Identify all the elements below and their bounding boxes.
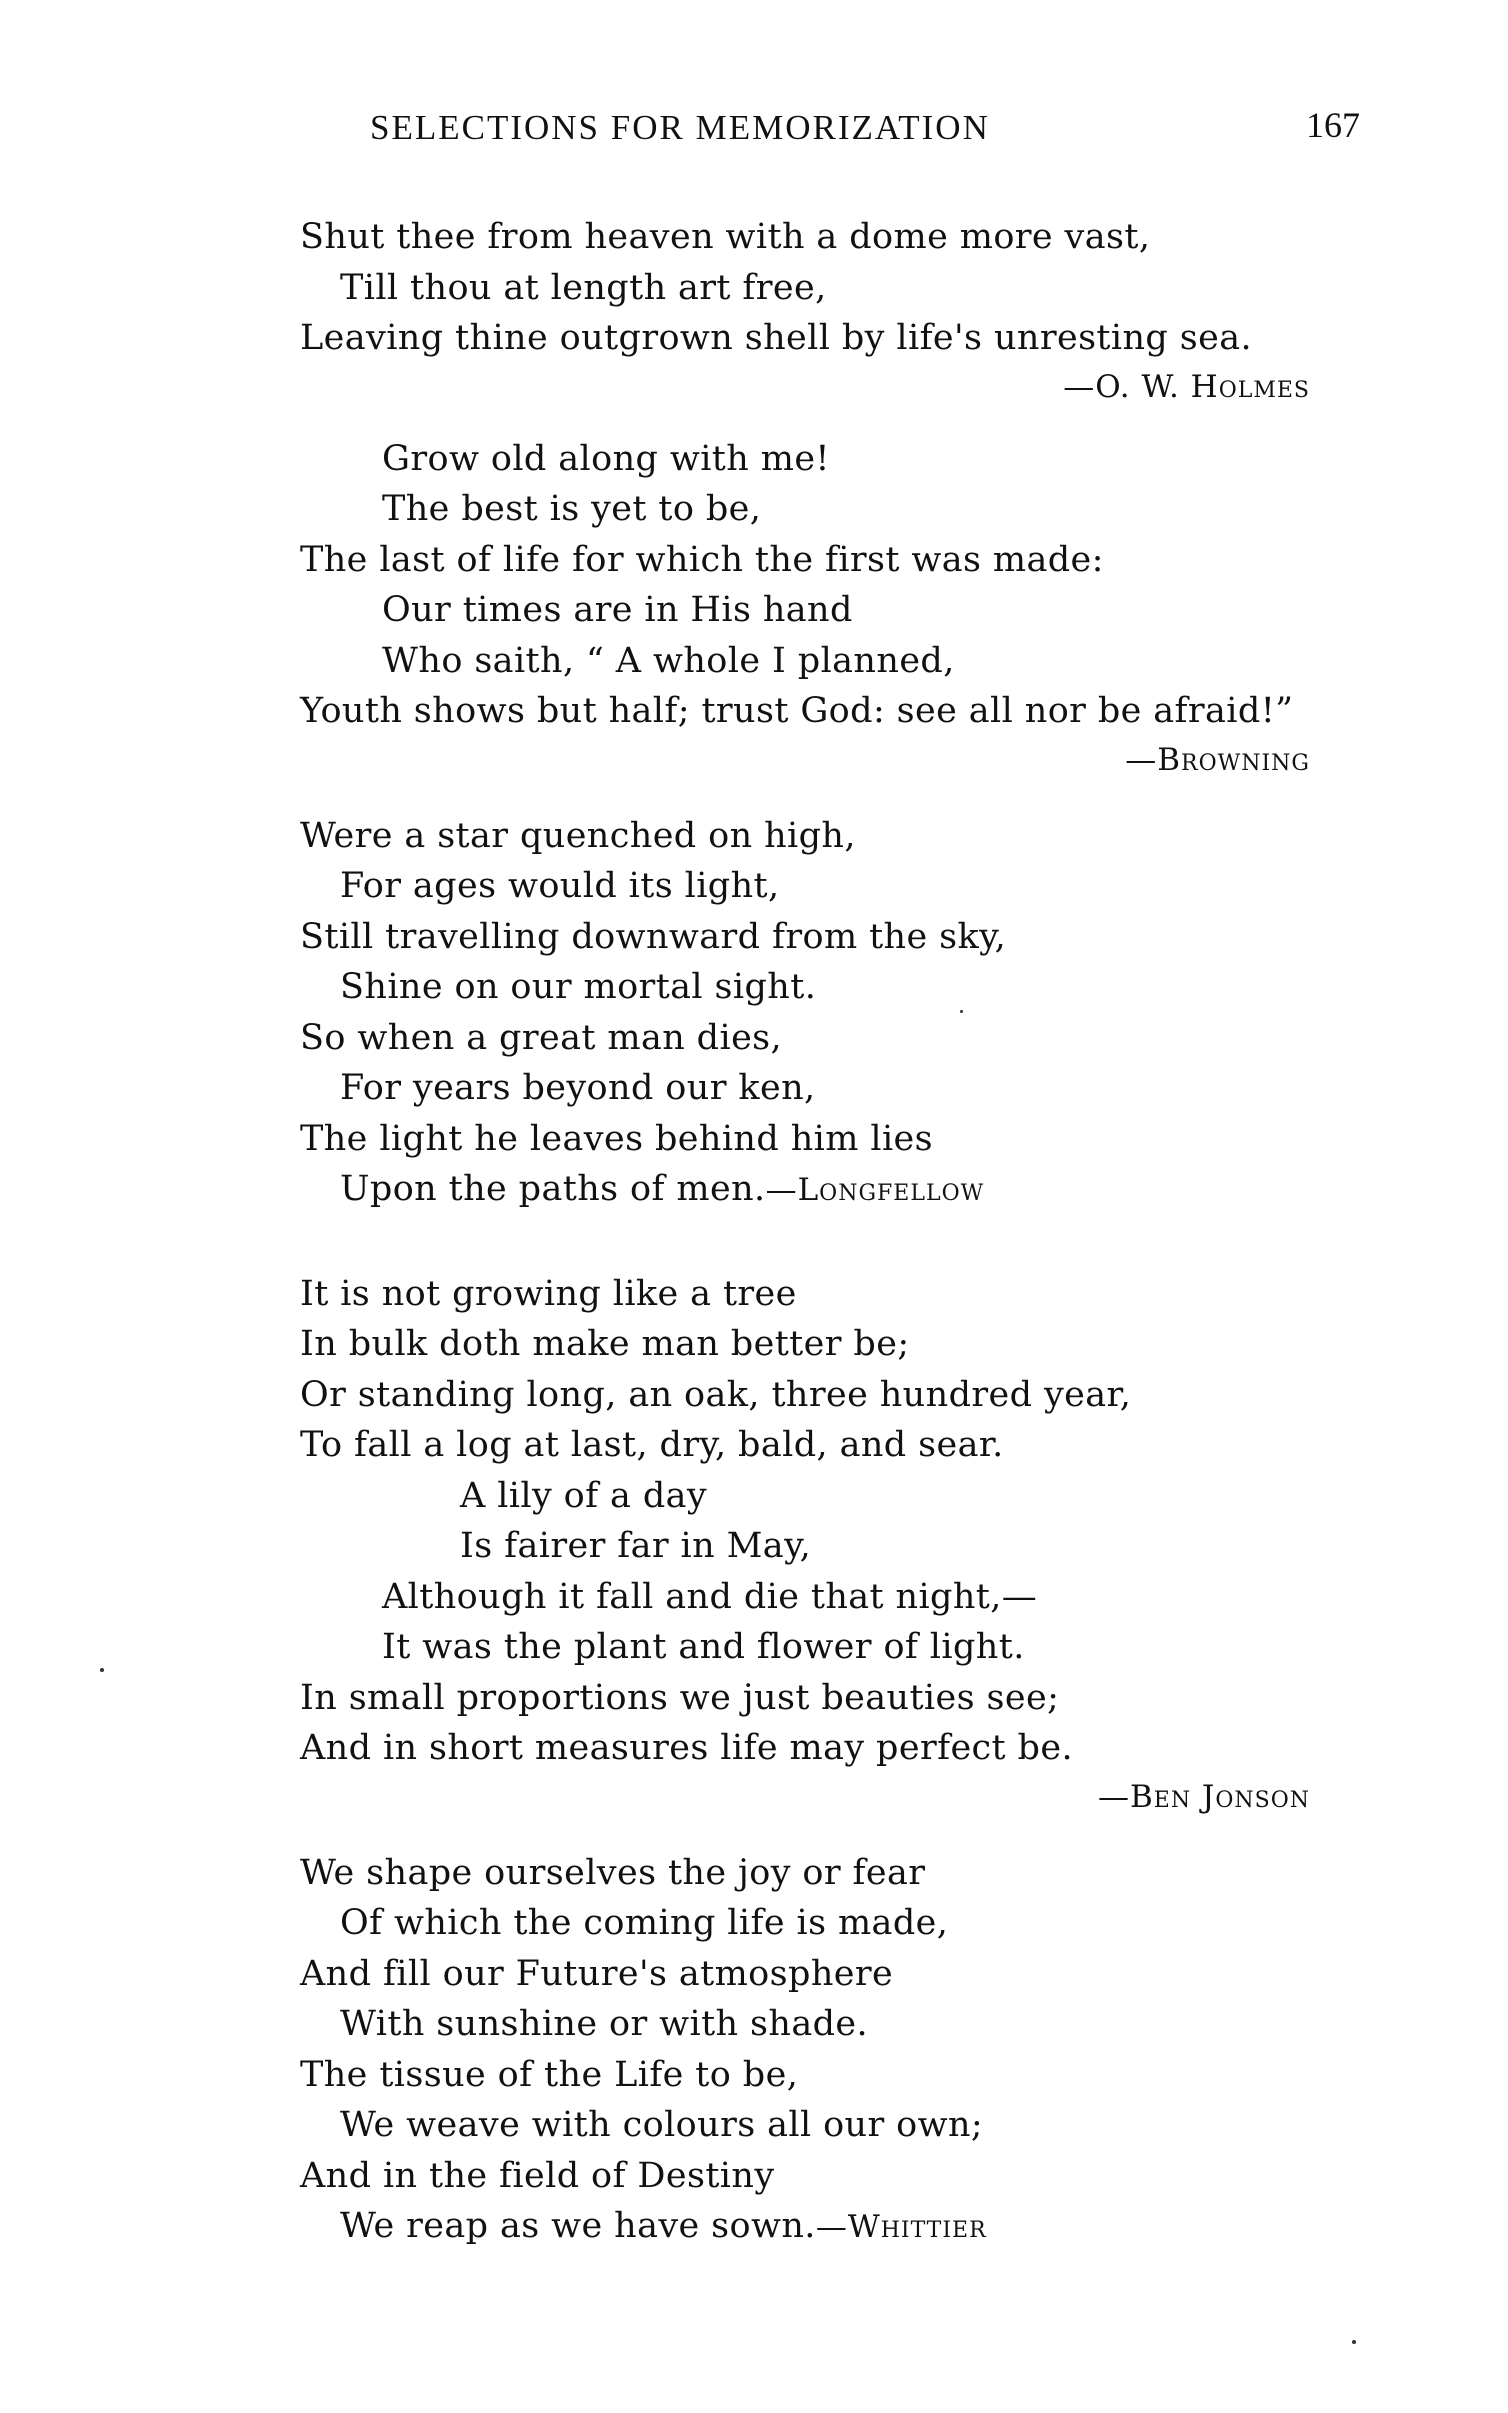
poem-holmes bbox=[300, 212, 1360, 410]
poem-browning bbox=[300, 434, 1360, 783]
poem-line: The last of life for which the first was made: bbox=[300, 539, 1104, 580]
poem-line: The best is yet to be, bbox=[382, 489, 762, 529]
poem-jonson bbox=[300, 1269, 1360, 1820]
poem-line: A lily of a day bbox=[460, 1475, 708, 1516]
poem-line: For years beyond our ken, bbox=[340, 1068, 816, 1108]
poem-line: Of which the coming life is made, bbox=[340, 1903, 949, 1943]
poem-line: And in the field of Destiny bbox=[300, 2155, 775, 2196]
poem-line: Youth shows but half; trust God: see all nor be afraid!” bbox=[300, 691, 1294, 731]
attribution-jonson: —Ben Jonson bbox=[1097, 1778, 1310, 1815]
poem-line: Is fairer far in May, bbox=[460, 1526, 812, 1566]
page-content bbox=[300, 212, 1360, 2252]
poem-line: Till thou at length art free, bbox=[340, 267, 827, 308]
poem-line: The tissue of the Life to be, bbox=[300, 2054, 799, 2095]
poem-line: Our times are in His hand bbox=[382, 590, 853, 630]
poem-line: It is not growing like a tree bbox=[300, 1273, 797, 1314]
poem-longfellow bbox=[300, 811, 1360, 1215]
poem-line: It was the plant and flower of light. bbox=[382, 1627, 1025, 1667]
poem-line: In small proportions we just beauties see; bbox=[300, 1677, 1060, 1718]
poem-whittier bbox=[300, 1848, 1360, 2252]
page-header bbox=[370, 105, 1360, 158]
poem-line: So when a great man dies, bbox=[300, 1017, 783, 1058]
running-head: SELECTIONS FOR MEMORIZATION bbox=[370, 108, 990, 147]
poem-line bbox=[300, 1164, 1360, 1215]
poem-line: Who saith, “ A whole I planned, bbox=[382, 640, 955, 681]
poem-line: We weave with colours all our own; bbox=[340, 2105, 984, 2145]
attribution-whittier: —Whittier bbox=[815, 2209, 987, 2245]
poem-line-text: We reap as we have sown. bbox=[340, 2206, 816, 2246]
poem-line-text: Upon the paths of men. bbox=[340, 1169, 766, 1209]
poem-line: For ages would its light, bbox=[340, 866, 780, 906]
poem-line: We shape ourselves the joy or fear bbox=[300, 1852, 926, 1893]
scan-speck bbox=[100, 1668, 104, 1672]
attribution-browning: —Browning bbox=[1125, 741, 1310, 778]
page-number: 167 bbox=[1306, 105, 1360, 145]
poem-line: With sunshine or with shade. bbox=[340, 2004, 869, 2044]
poem-line: The light he leaves behind him lies bbox=[300, 1118, 934, 1159]
scan-speck bbox=[1352, 2340, 1356, 2344]
poem-line: Although it fall and die that night,— bbox=[382, 1576, 1038, 1617]
poem-line bbox=[300, 2201, 1360, 2252]
poem-line: And in short measures life may perfect be. bbox=[300, 1728, 1073, 1768]
poem-line: Leaving thine outgrown shell by life's unresting sea. bbox=[300, 318, 1253, 358]
poem-line: To fall a log at last, dry, bald, and sear. bbox=[300, 1425, 1004, 1465]
poem-line: Still travelling downward from the sky, bbox=[300, 916, 1007, 957]
poem-line: And fill our Future's atmosphere bbox=[300, 1953, 894, 1994]
scan-speck bbox=[960, 1010, 963, 1013]
attribution-longfellow: —Longfellow bbox=[765, 1172, 985, 1208]
poem-line: Were a star quenched on high, bbox=[300, 815, 856, 856]
poem-line: Shut thee from heaven with a dome more vast, bbox=[300, 217, 1151, 257]
attribution-holmes: —O. W. Holmes bbox=[1063, 368, 1310, 405]
poem-line: Grow old along with me! bbox=[382, 438, 830, 479]
poem-line: In bulk doth make man better be; bbox=[300, 1324, 910, 1364]
poem-line: Or standing long, an oak, three hundred year, bbox=[300, 1374, 1132, 1415]
poem-line: Shine on our mortal sight. bbox=[340, 967, 817, 1007]
